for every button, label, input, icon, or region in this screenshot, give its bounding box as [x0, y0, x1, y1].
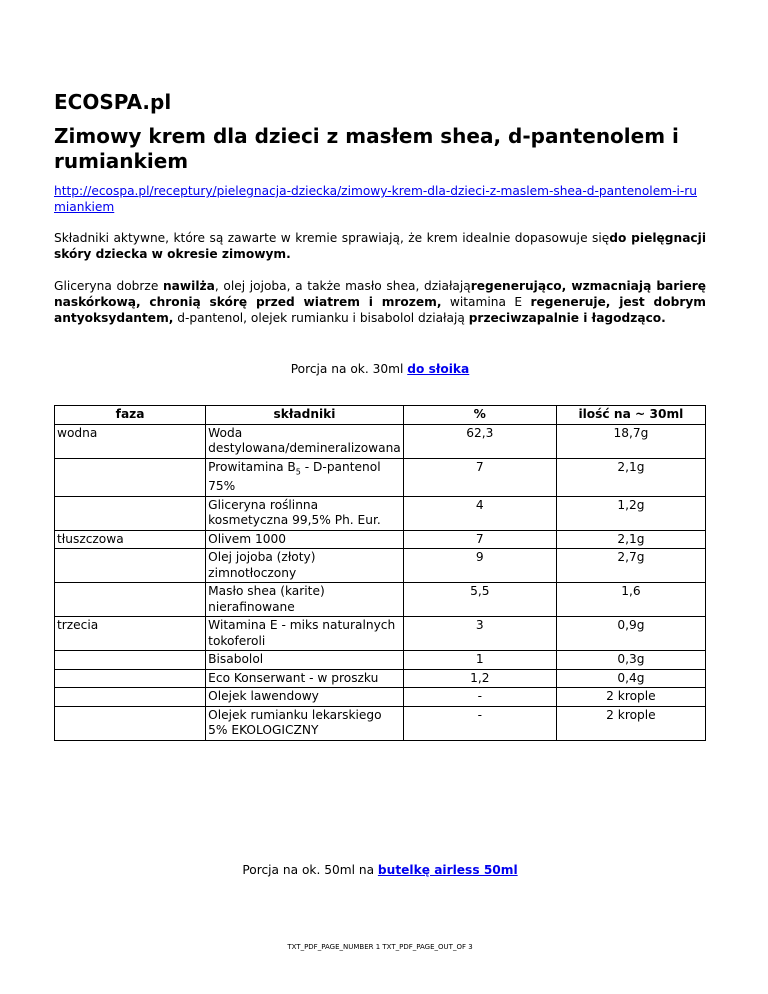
- percent-cell: 9: [403, 549, 556, 583]
- ingredient-cell: Masło shea (karite) nierafinowane: [206, 583, 404, 617]
- quantity-cell: 1,6: [556, 583, 705, 617]
- ingredient-cell: Olejek lawendowy: [206, 688, 404, 707]
- recipe-table: [54, 405, 706, 741]
- ingredient-cell: [206, 458, 404, 496]
- quantity-cell: 0,4g: [556, 669, 705, 688]
- quantity-cell: 2 krople: [556, 706, 705, 740]
- ingredient-cell: Gliceryna roślinna kosmetyczna 99,5% Ph. Eur.: [206, 496, 404, 530]
- percent-cell: 5,5: [403, 583, 556, 617]
- phase-cell: wodna: [55, 424, 206, 458]
- percent-cell: 4: [403, 496, 556, 530]
- phase-cell: [55, 706, 206, 740]
- quantity-cell: 0,9g: [556, 617, 705, 651]
- ingredient-cell: Olejek rumianku lekarskiego 5% EKOLOGICZNY: [206, 706, 404, 740]
- quantity-cell: 1,2g: [556, 496, 705, 530]
- recipe-title: Zimowy krem dla dzieci z masłem shea, d-pantenolem i rumiankiem: [54, 124, 679, 173]
- ingredient-cell: Witamina E - miks naturalnych tokoferoli: [206, 617, 404, 651]
- paragraph-bold: regeneruje, jest dobrym antyoksydantem,: [54, 295, 706, 325]
- page-footer: TXT_PDF_PAGE_NUMBER 1 TXT_PDF_PAGE_OUT_OF 3: [287, 943, 473, 951]
- table-row: [55, 651, 706, 670]
- recipe-url-link[interactable]: http://ecospa.pl/receptury/pielegnacja-dziecka/zimowy-krem-dla-dzieci-z-maslem-shea-d-pantenolem-i-rumiankiem: [54, 184, 697, 214]
- paragraph-text: d-pantenol, olejek rumianku i bisabolol działają: [173, 311, 469, 325]
- table-header-row: [55, 406, 706, 425]
- paragraph-bold: regenerująco, wzmacniają barierę naskórkową, chronią skórę przed wiatrem i mrozem,: [54, 279, 707, 309]
- quantity-cell: 2,1g: [556, 530, 705, 549]
- paragraph-text: Składniki aktywne, które są zawarte w kremie sprawiają, że krem idealnie dopasowuje się: [54, 231, 610, 245]
- paragraph-text: Gliceryna dobrze: [54, 279, 163, 293]
- quantity-cell: 2,1g: [556, 458, 705, 496]
- site-name: ECOSPA.pl: [54, 90, 172, 114]
- table-row: [55, 458, 706, 496]
- header-quantity: ilość na ~ 30ml: [556, 406, 705, 425]
- quantity-cell: 2 krople: [556, 688, 705, 707]
- phase-cell: [55, 458, 206, 496]
- airless-bottle-link[interactable]: butelkę airless 50ml: [377, 863, 518, 877]
- ingredient-cell: Bisabolol: [206, 651, 404, 670]
- header-phase: faza: [55, 406, 206, 425]
- table-row: [55, 424, 706, 458]
- table-row: [55, 549, 706, 583]
- header-ingredients: składniki: [206, 406, 404, 425]
- percent-cell: 62,3: [403, 424, 556, 458]
- phase-cell: [55, 688, 206, 707]
- table-row: [55, 669, 706, 688]
- phase-cell: [55, 651, 206, 670]
- phase-cell: trzecia: [55, 617, 206, 651]
- percent-cell: 7: [403, 530, 556, 549]
- percent-cell: -: [403, 688, 556, 707]
- ingredient-cell: Eco Konserwant - w proszku: [206, 669, 404, 688]
- table-row: [55, 496, 706, 530]
- table-row: [55, 530, 706, 549]
- portion-text: Porcja na ok. 50ml na: [242, 863, 378, 877]
- table-row: [55, 706, 706, 740]
- phase-cell: [55, 583, 206, 617]
- table-row: [55, 688, 706, 707]
- quantity-cell: 2,7g: [556, 549, 705, 583]
- ingredient-text: - D-pantenol 75%: [208, 459, 381, 494]
- header-percent: %: [403, 406, 556, 425]
- quantity-cell: 18,7g: [556, 424, 705, 458]
- percent-cell: 1: [403, 651, 556, 670]
- ingredient-text: Prowitamina B: [208, 459, 296, 474]
- table-row: [55, 583, 706, 617]
- percent-cell: 7: [403, 458, 556, 496]
- portion-50ml: [54, 863, 706, 877]
- percent-cell: 3: [403, 617, 556, 651]
- ingredient-cell: Olej jojoba (złoty) zimnotłoczony: [206, 549, 404, 583]
- paragraph-bold: przeciwzapalnie i łagodząco.: [468, 311, 666, 325]
- paragraph-bold: nawilża: [162, 279, 215, 293]
- percent-cell: -: [403, 706, 556, 740]
- ingredient-cell: Olivem 1000: [206, 530, 404, 549]
- table-row: [55, 617, 706, 651]
- ingredients-effects-paragraph: [54, 278, 706, 326]
- portion-text: Porcja na ok. 30ml: [290, 362, 408, 376]
- phase-cell: [55, 669, 206, 688]
- phase-cell: [55, 549, 206, 583]
- paragraph-text: , olej jojoba, a także masło shea, działają: [214, 279, 471, 293]
- percent-cell: 1,2: [403, 669, 556, 688]
- ingredient-subscript: 5: [295, 466, 301, 476]
- paragraph-bold: do pielęgnacji skóry dziecka w okresie zimowym.: [54, 231, 706, 261]
- phase-cell: tłuszczowa: [55, 530, 206, 549]
- quantity-cell: 0,3g: [556, 651, 705, 670]
- jar-link[interactable]: do słoika: [407, 362, 470, 376]
- ingredient-cell: Woda destylowana/demineralizowana: [206, 424, 404, 458]
- portion-30ml: [54, 362, 706, 376]
- active-ingredients-paragraph: [54, 230, 706, 262]
- paragraph-text: witamina E: [441, 295, 531, 309]
- phase-cell: [55, 496, 206, 530]
